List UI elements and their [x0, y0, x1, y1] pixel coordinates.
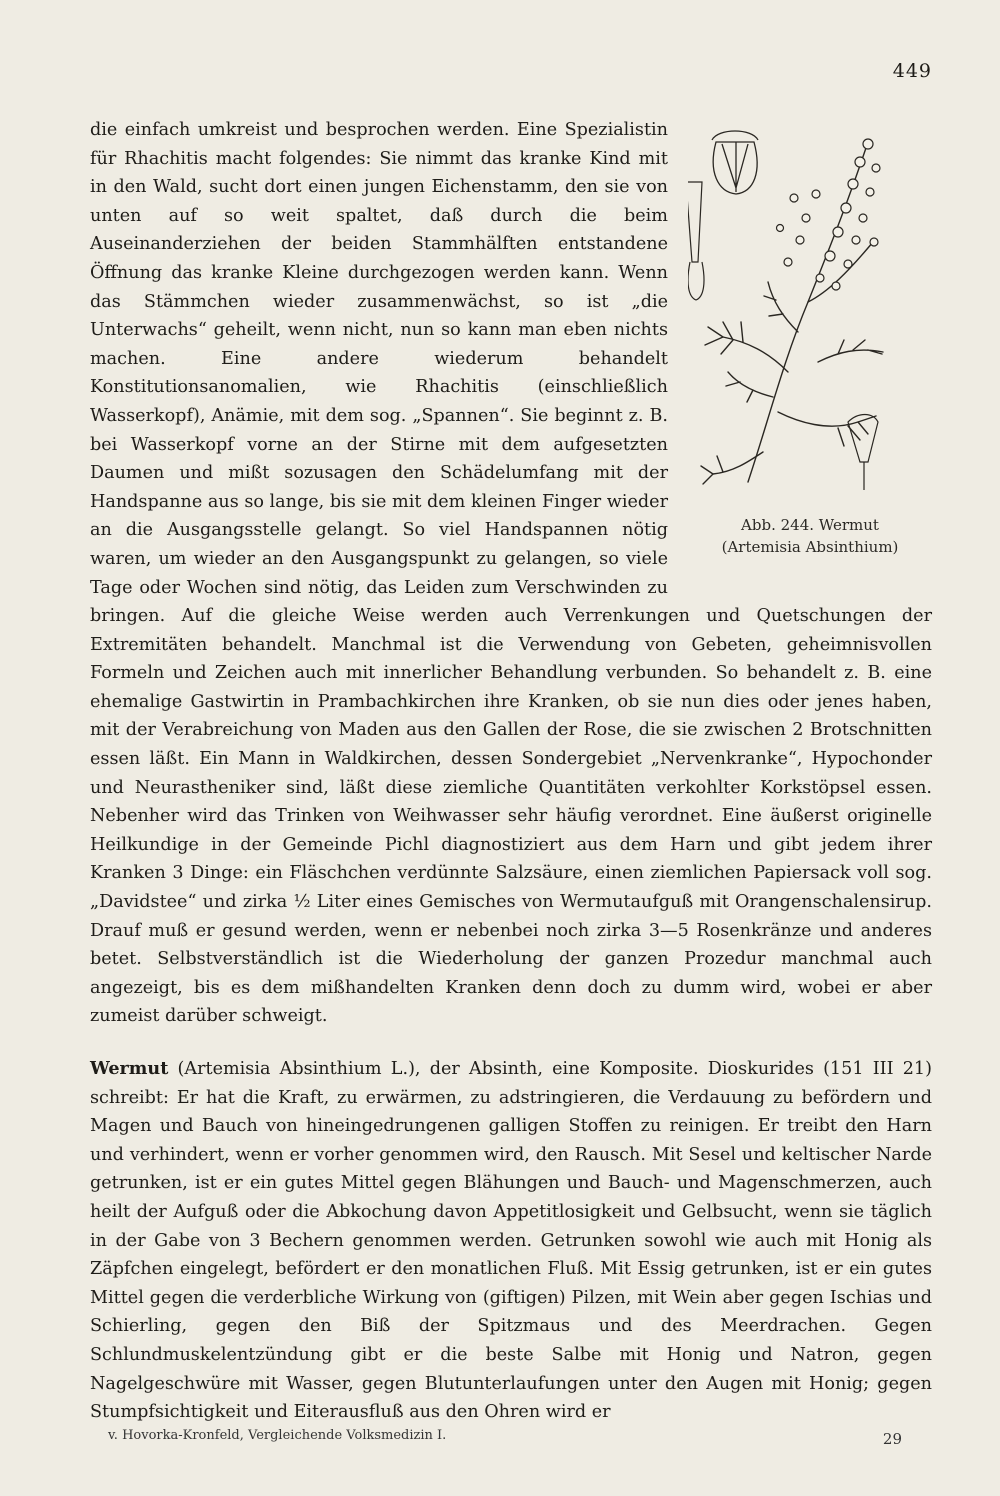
headword-wermut: Wermut: [90, 1058, 169, 1079]
figure-wormwood: [688, 122, 932, 580]
page-number: 449: [892, 60, 932, 82]
figure-caption-species: (Artemisia Absinthium): [721, 538, 899, 556]
wormwood-illustration: [688, 122, 932, 512]
paragraph-wermut-entry: [90, 1055, 932, 1427]
figure-caption-title: Abb. 244. Wermut: [741, 516, 879, 534]
figure-caption: [688, 514, 932, 558]
paragraph-folk-remedies: [90, 116, 932, 1031]
paragraph-1-text: die einfach umkreist und besprochen werden. Eine Spezialistin für Rhachitis macht folgendes: Sie nimmt das kranke Kind mit in den Wald, sucht dort einen jungen Eichenstamm, den sie von unten auf so weit spaltet, daß durch die beim Auseinanderziehen der beiden Stammhälften entstandene Öffnung das kranke Kleine durchgezogen werden kann. Wenn das Stämmchen wieder zusammenwächst, so ist „die Unterwachs“ geheilt, wenn nicht, nun so kann man eben nichts machen. Eine andere wiederum behandelt Konstitutionsanomalien, wie Rhachitis (einschließlich Wasserkopf), Anämie, mit dem sog. „Spannen“. Sie beginnt z. B. bei Wasserkopf vorne an der Stirne mit dem aufgesetzten Daumen und mißt sozusagen den Schädelumfang mit der Handspanne aus so lange, bis sie mit dem kleinen Finger wieder an die Ausgangsstelle gelangt. So viel Handspannen nötig waren, um wieder an den Ausgangspunkt zu gelangen, so viele Tage oder Wochen sind nötig, das Leiden zum Verschwinden zu bringen. Auf die gleiche Weise werden auch Verrenkungen und Quetschungen der Extremitäten behandelt. Manchmal ist die Verwendung von Gebeten, geheimnisvollen Formeln und Zeichen auch mit innerlicher Behandlung verbunden. So behandelt z. B. eine ehemalige Gastwirtin in Prambachkirchen ihre Kranken, ob sie nun dies oder jenes haben, mit der Verabreichung von Maden aus den Gallen der Rose, die sie zwischen 2 Brotschnitten essen läßt. Ein Mann in Waldkirchen, dessen Sondergebiet „Nervenkranke“, Hypochonder und Neurastheniker sind, läßt diese ziemliche Quantitäten verkohlter Korkstöpsel essen. Nebenher wird das Trinken von Weihwasser sehr häufig verordnet. Eine äußerst originelle Heilkundige in der Gemeinde Pichl diagnostiziert aus dem Harn und gibt jedem ihrer Kranken 3 Dinge: ein Fläschchen verdünnte Salzsäure, einen ziemlichen Papiersack voll sog. „Davidstee“ und zirka ½ Liter eines Gemisches von Wermutaufguß mit Orangenschalensirup. Drauf muß er gesund werden, wenn er nebenbei noch zirka 3—5 Rosenkränze und anderes betet. Selbstverständlich ist die Wiederholung der ganzen Prozedur manchmal auch angezeigt, bis es dem mißhandelten Kranken denn doch zu dumm wird, wobei er aber zumeist darüber schweigt.: [90, 120, 932, 1027]
footer-signature: 29: [882, 1430, 902, 1448]
footer-citation: v. Hovorka-Kronfeld, Vergleichende Volksmedizin I.: [108, 1428, 447, 1443]
paragraph-2-text: (Artemisia Absinthium L.), der Absinth, eine Komposite. Dioskurides (151 III 21) schreibt: Er hat die Kraft, zu erwärmen, zu adstringieren, die Verdauung zu befördern und Magen und Bauch von hineingedrungenen galligen Stoffen zu reinigen. Er treibt den Harn und verhindert, wenn er vorher genommen wird, den Rausch. Mit Sesel und keltischer Narde getrunken, ist er ein gutes Mittel gegen Blähungen und Bauch- und Magenschmerzen, auch heilt der Aufguß oder die Abkochung davon Appetitlosigkeit und Gelbsucht, wenn sie täglich in der Gabe von 3 Bechern genommen werden. Getrunken sowohl wie auch mit Honig als Zäpfchen eingelegt, befördert er den monatlichen Fluß. Mit Essig getrunken, ist er ein gutes Mittel gegen die verderbliche Wirkung von (giftigen) Pilzen, mit Wein aber gegen Ischias und Schierling, gegen den Biß der Spitzmaus und des Meerdrachen. Gegen Schlundmuskelentzündung gibt er die beste Salbe mit Honig und Natron, gegen Nagelgeschwüre mit Wasser, gegen Blutunterlaufungen unter den Augen mit Honig; gegen Stumpfsichtigkeit und Eiterausfluß aus den Ohren wird er: [90, 1059, 932, 1423]
